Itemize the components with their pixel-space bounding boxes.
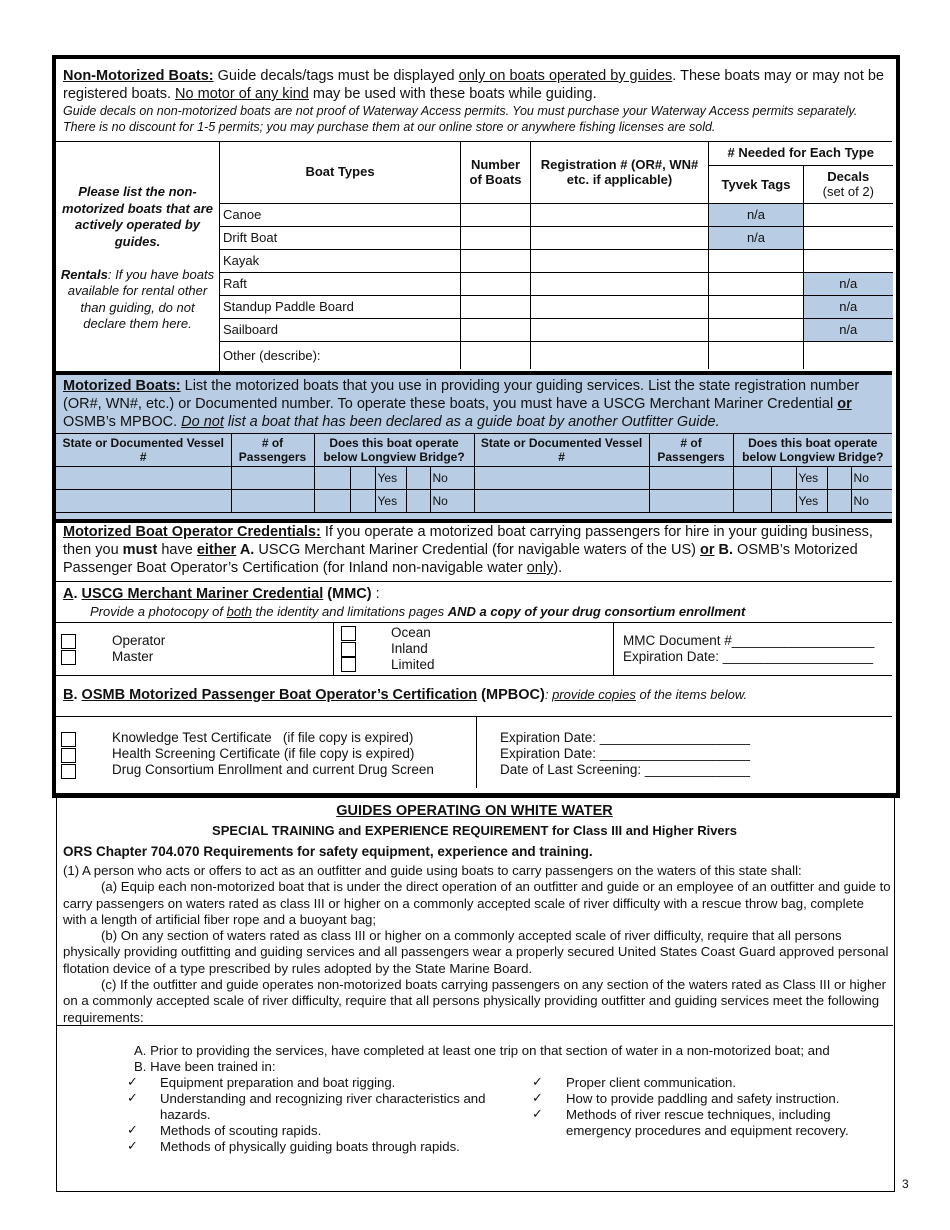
list-item: Equipment preparation and boat rigging.	[160, 1075, 396, 1090]
ors-text: (1) A person who acts or offers to act as an outfitter and guide using boats to carry passengers on the waters of this state shall: (a) Equip each non-motorized boat that is under the direct operation of an outfitter and guide or an employee of an outfitter and guide to carry passengers on waters rated as class III or higher on a commonly accepted scale of river difficulty with a rescue throw bag, complete with a length of artificial fiber rope and a buoyant bag; (b) On any section of waters rated as class III or higher on a commonly accepted scale of river difficulty, require that all persons physically providing outfitting and guiding services and all passengers wear a properly secured United States Coast Guard approved personal flotation device of a type prescribed by rules adopted by the State Marine Board. (c) If the outfitter and guide operates non-motorized boats carrying passengers on any section of the waters rated as Class III or higher on a commonly accepted scale of river difficulty, require that all persons physically providing outfitter and guiding services meet the following requirements:	[63, 863, 891, 1025]
yes-checkbox[interactable]	[771, 467, 796, 490]
water-limited: Limited	[391, 657, 435, 672]
side-note: Please list the non-motorized boats that are actively operated by guides. Rentals: If you have boats available for rental other than guiding, do not declare them here.	[60, 184, 215, 331]
operator-checkbox[interactable]	[61, 634, 76, 649]
section-b-title: B. OSMB Motorized Passenger Boat Operator’s Certification (MPBOC): provide copies of the items below.	[63, 687, 748, 703]
check-icon: ✓	[532, 1074, 543, 1089]
ocean-checkbox[interactable]	[341, 626, 356, 641]
no-checkbox[interactable]	[827, 467, 851, 490]
list-item: Methods of scouting rapids.	[160, 1123, 322, 1138]
yes-checkbox[interactable]	[350, 490, 375, 513]
role-master: Master	[112, 649, 154, 664]
mmc-document-field[interactable]: MMC Document #___________________	[623, 633, 875, 648]
mmc-expiration-field[interactable]: Expiration Date: ____________________	[623, 649, 873, 664]
non-motorized-table	[219, 141, 893, 369]
master-checkbox[interactable]	[61, 650, 76, 665]
credentials-intro: Motorized Boat Operator Credentials: If you operate a motorized boat carrying passengers for hire in your guiding business, then you must have either A. USCG Merchant Mariner Credential (for navigable waters of the US) or B. OSMB’s Motorized Passenger Boat Operator’s Certification (for Inland non-navigable water only).	[63, 524, 873, 576]
table-row: Standup Paddle Board n/a	[220, 295, 893, 318]
ors-heading: ORS Chapter 704.070 Requirements for safety equipment, experience and training.	[63, 844, 593, 859]
table-row: Canoe n/a	[220, 203, 893, 226]
header-decals: Decals (set of 2)	[804, 165, 893, 203]
check-icon: ✓	[127, 1090, 138, 1105]
check-icon: ✓	[127, 1122, 138, 1137]
non-motorized-italic-note: Guide decals on non-motorized boats are not proof of Waterway Access permits. You must purchase your Waterway Access permits separately. There is no discount for 1-5 permits; you may purchase them at our online store or anywhere fishing licenses are sold.	[63, 104, 858, 134]
role-operator: Operator	[112, 633, 166, 648]
no-checkbox[interactable]	[406, 467, 430, 490]
motorized-intro: Motorized Boats: List the motorized boats that you use in providing your guiding services. List the state registration number (OR#, WN#, etc.) or Documented number. To operate these boats, you must have a USCG Merchant Mariner Credential or OSMB’s MPBOC. Do not list a boat that has been declared as a guide boat by another Outfitter Guide.	[63, 378, 860, 430]
list-item: Proper client communication.	[566, 1075, 737, 1090]
table-row: Yes No Yes No	[56, 490, 892, 513]
limited-checkbox[interactable]	[341, 657, 356, 672]
b-item-knowledge: Knowledge Test Certificate (if file copy is expired)	[112, 730, 414, 745]
page-number: 3	[902, 1177, 909, 1191]
knowledge-test-checkbox[interactable]	[61, 732, 76, 747]
requirement-a: A. Prior to providing the services, have completed at least one trip on that section of water in a non-motorized boat; and	[134, 1043, 830, 1058]
yes-checkbox[interactable]	[350, 467, 375, 490]
whitewater-title: GUIDES OPERATING ON WHITE WATER	[336, 803, 613, 819]
check-icon: ✓	[532, 1090, 543, 1105]
header-number: Number of Boats	[461, 141, 531, 203]
table-row: Sailboard n/a	[220, 318, 893, 341]
table-row: Raft n/a	[220, 272, 893, 295]
table-row: Other (describe):	[220, 341, 893, 369]
header-tyvek: Tyvek Tags	[709, 165, 804, 203]
check-icon: ✓	[127, 1074, 138, 1089]
whitewater-subtitle: SPECIAL TRAINING and EXPERIENCE REQUIREMENT for Class III and Higher Rivers	[212, 823, 737, 838]
water-ocean: Ocean	[391, 625, 431, 640]
inland-checkbox[interactable]	[341, 642, 356, 657]
section-a-note: Provide a photocopy of both the identity and limitations pages AND a copy of your drug consortium enrollment	[90, 604, 746, 619]
table-row: Yes No Yes No	[56, 467, 892, 490]
header-needed: # Needed for Each Type	[709, 141, 893, 165]
header-boat-types: Boat Types	[220, 141, 461, 203]
no-checkbox[interactable]	[827, 490, 851, 513]
b-expiration-field-2[interactable]: Expiration Date: ____________________	[500, 746, 750, 761]
motorized-table: State or Documented Vessel # # of Passengers Does this boat operate below Longview Bridge? State or Documented Vessel # # of Passengers Does this boat operate below Longview Bridge? Yes No Yes No Yes No Yes No	[56, 433, 892, 513]
drug-consortium-checkbox[interactable]	[61, 764, 76, 779]
section-a-title: A. USCG Merchant Mariner Credential (MMC) :	[63, 586, 380, 602]
b-expiration-field-1[interactable]: Expiration Date: ____________________	[500, 730, 750, 745]
check-icon: ✓	[532, 1106, 543, 1121]
check-icon: ✓	[127, 1138, 138, 1153]
list-item: How to provide paddling and safety instruction.	[566, 1091, 840, 1106]
requirement-b: B. Have been trained in:	[134, 1059, 276, 1074]
b-screening-date-field[interactable]: Date of Last Screening: ______________	[500, 762, 750, 777]
no-checkbox[interactable]	[406, 490, 430, 513]
list-item: emergency procedures and equipment recovery.	[566, 1123, 849, 1138]
non-motorized-intro: Non-Motorized Boats: Guide decals/tags must be displayed only on boats operated by guides. These boats may or may not be registered boats. No motor of any kind may be used with these boats while guiding.	[63, 68, 884, 102]
list-item: Methods of river rescue techniques, including	[566, 1107, 831, 1122]
list-item: Methods of physically guiding boats through rapids.	[160, 1139, 460, 1154]
yes-checkbox[interactable]	[771, 490, 796, 513]
water-inland: Inland	[391, 641, 428, 656]
table-row: Kayak	[220, 249, 893, 272]
header-registration: Registration # (OR#, WN# etc. if applicable)	[531, 141, 709, 203]
health-screening-checkbox[interactable]	[61, 748, 76, 763]
table-row: Drift Boat n/a	[220, 226, 893, 249]
b-item-drug: Drug Consortium Enrollment and current Drug Screen	[112, 762, 434, 777]
list-item: Understanding and recognizing river characteristics and	[160, 1091, 486, 1106]
list-item: hazards.	[160, 1107, 211, 1122]
b-item-health: Health Screening Certificate (if file copy is expired)	[112, 746, 415, 761]
